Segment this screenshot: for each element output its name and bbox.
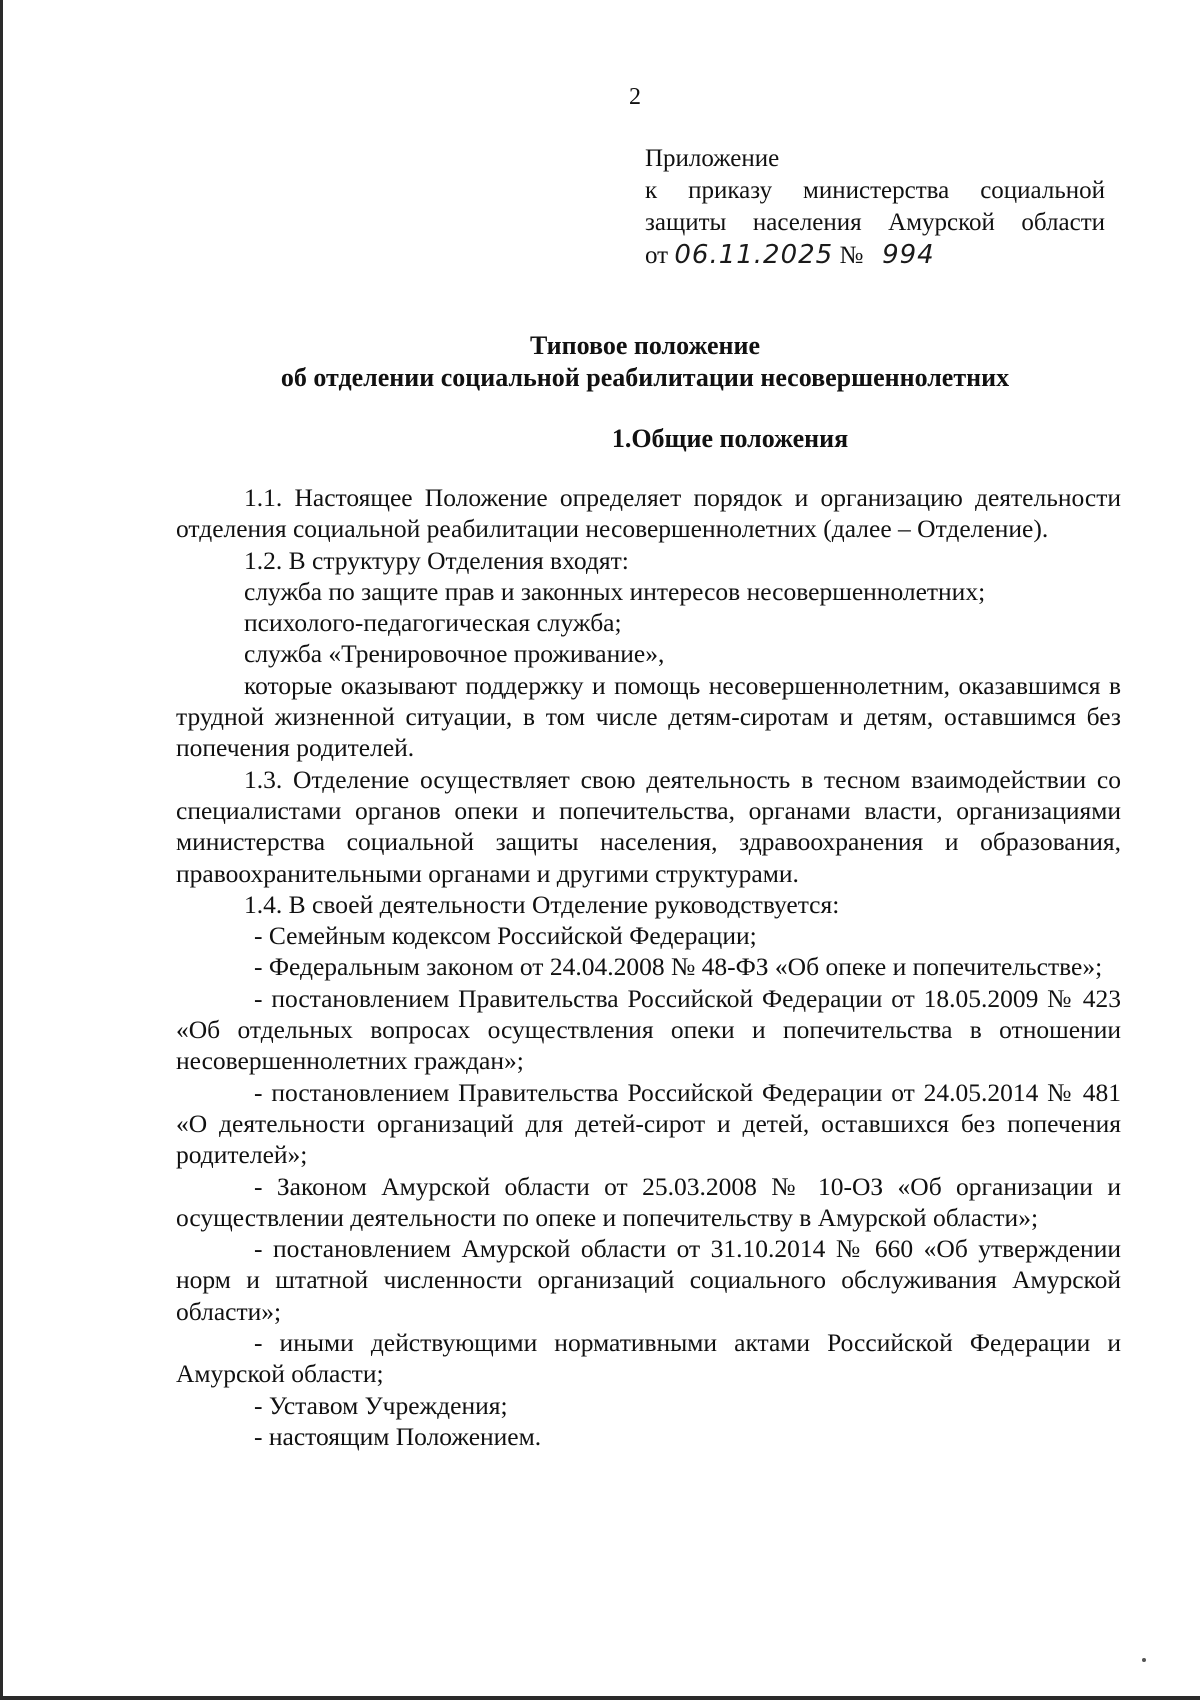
appendix-line-2: защиты населения Амурской области bbox=[645, 209, 1105, 236]
document-title-line-1: Типовое положение bbox=[529, 331, 761, 360]
legal-basis-item: - постановлением Правительства Российской Федерации от 24.05.2014 № 481 «О деятельности организаций для детей-сирот и детей, оставшихся без попечения родителей»; bbox=[176, 1077, 1121, 1170]
legal-basis-item: - Уставом Учреждения; bbox=[254, 1390, 508, 1420]
legal-basis-item: - настоящим Положением. bbox=[254, 1421, 542, 1451]
paragraph-1-2-tail: которые оказывают поддержку и помощь несовершеннолетним, оказавшимся в трудной жизненной ситуации, в том числе детям-сиротам и детям, оставшимся без попечения родителей. bbox=[176, 670, 1121, 763]
handwritten-date: 06.11.2025 bbox=[674, 240, 834, 270]
paragraph-1-3: 1.3. Отделение осуществляет свою деятельность в тесном взаимодействии со специалистами органов опеки и попечительства, органами власти, организациями министерства социальной защиты населения, здравоохранения и образования, правоохранительными органами и другими структурами. bbox=[176, 764, 1121, 888]
handwritten-number: 994 bbox=[882, 240, 935, 270]
document-title bbox=[170, 330, 1120, 394]
document-title-line-2: об отделении социальной реабилитации несовершеннолетних bbox=[280, 363, 1010, 392]
legal-basis-item: - иными действующими нормативными актами Российской Федерации и Амурской области; bbox=[176, 1328, 1121, 1389]
legal-basis-item: - Законом Амурской области от 25.03.2008 № 10-ОЗ «Об организации и осуществлении деятельности по опеке и попечительству в Амурской области»; bbox=[176, 1171, 1121, 1232]
appendix-date-prefix: от bbox=[645, 242, 669, 269]
section-heading: 1.Общие положения bbox=[611, 424, 849, 453]
legal-basis-item: - постановлением Амурской области от 31.10.2014 № 660 «Об утверждении норм и штатной численности организаций социального обслуживания Амурской области»; bbox=[176, 1234, 1121, 1326]
appendix-label: Приложение bbox=[645, 145, 780, 172]
paragraph-1-1: 1.1. Настоящее Положение определяет порядок и организацию деятельности отделения социальной реабилитации несовершеннолетних (далее – Отделение). bbox=[176, 483, 1121, 544]
appendix-block bbox=[645, 143, 1105, 272]
paragraph-1-2: 1.2. В структуру Отделения входят: bbox=[244, 545, 629, 575]
legal-basis-item: - постановлением Правительства Российской Федерации от 18.05.2009 № 423 «Об отдельных вопросах осуществления опеки и попечительства в отношении несовершеннолетних граждан»; bbox=[176, 983, 1121, 1076]
structure-item-3: служба «Тренировочное проживание», bbox=[244, 639, 665, 669]
legal-basis-item: - Семейным кодексом Российской Федерации; bbox=[254, 921, 757, 951]
scan-speck bbox=[1142, 1658, 1146, 1662]
paragraph-1-4: 1.4. В своей деятельности Отделение руководствуется: bbox=[244, 889, 840, 919]
structure-item-2: психолого-педагогическая служба; bbox=[244, 608, 622, 638]
page-number: 2 bbox=[629, 84, 641, 110]
body-text bbox=[176, 482, 1121, 1452]
legal-basis-item: - Федеральным законом от 24.04.2008 № 48-ФЗ «Об опеке и попечительстве»; bbox=[254, 952, 1103, 982]
appendix-line-1: к приказу министерства социальной bbox=[645, 177, 1105, 204]
appendix-date-line bbox=[645, 239, 1105, 272]
appendix-number-prefix: № bbox=[839, 242, 864, 269]
structure-item-1: служба по защите прав и законных интересов несовершеннолетних; bbox=[244, 576, 986, 606]
